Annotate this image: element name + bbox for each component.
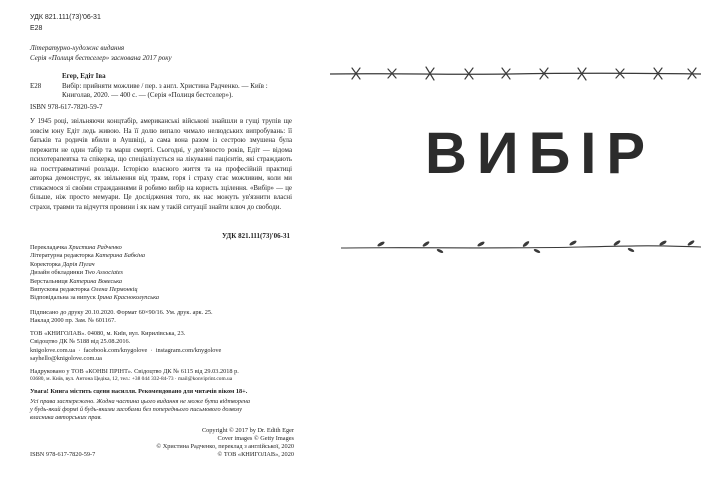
publisher-web-links: knigolove.com.ua · facebook.com/knygolove · instagram.com/knygolove bbox=[30, 347, 222, 354]
credit-row: Коректорка Дарія Пугач bbox=[30, 260, 95, 268]
catalog-author-mark: Е28 bbox=[30, 82, 42, 90]
publisher-address: ТОВ «КНИГОЛАВ». 04080, м. Київ, вул. Кирилівська, 23. bbox=[30, 330, 186, 337]
annotation bbox=[30, 117, 292, 212]
credit-row: Випускова редакторка Олена Пермонкіц bbox=[30, 286, 138, 294]
printer-info-line2: 03680, м. Київ, вул. Антона Цедіка, 12, тел.: +38 044 332-84-73 · mail@konviprint.com.ua bbox=[30, 376, 233, 382]
author-heading: Егер, Едіт Іва bbox=[62, 72, 106, 80]
barbed-wire-top bbox=[330, 62, 701, 86]
book-title: ВИБІР bbox=[425, 121, 656, 186]
author-mark-top: Е28 bbox=[30, 25, 43, 32]
credit-row: Дизайн обкладинки Two Associates bbox=[30, 269, 123, 277]
catalog-entry-line2: Книголав, 2020. — 400 с. — (Серія «Полиця бестселер»). bbox=[62, 91, 234, 99]
credit-row: Відповідальна за випуск Ірина Красноколупська bbox=[30, 294, 160, 302]
credit-row: Верстальниця Катерина Вовеська bbox=[30, 277, 123, 285]
copyright-original: Copyright © 2017 by Dr. Edith Eger bbox=[201, 427, 294, 434]
annotation-text: У 1945 році, звільняючи концтабір, американські військові знайшли в гущі трупів ще зовсім юну Едіт ледь живою. На її долю випало чимало нелюдських випробувань: її батьків та родичів вбили в Аушвіці, а сама вона разом із сестрою змушена була пережити не один табір та марш смерті. Сьогодні, у дев'яносто років, Едіт — відома психотерапевтка та спікерка, що спеціалізується на лікуванні пацієнтів, які страждають на посттравматичні розлади. Історією власного життя та на професійній практиці авторка демонструє, як звільнення від травм, горя і страху стає можливим, коли ми стикаємося зі своїми стражданнями й робимо вибір на користь зцілення. «Вибір» — це більше, ніж просто мемуари. Це дослідження того, як нас можуть ув'язнити власні страхи, травми та відчуття провини і як нам у такій ситуації знайти ключ до свободи. bbox=[30, 118, 292, 211]
rights-notice-line1: Усі права застережено. Жодна частина цього видання не може бути відтворена bbox=[30, 398, 251, 405]
credit-row: Літературна редакторка Катерина Бабкіна bbox=[30, 252, 146, 260]
credit-row: Перекладачка Христина Радченко bbox=[30, 244, 122, 251]
instagram-link[interactable]: instagram.com/knygolove bbox=[155, 347, 222, 354]
rights-notice-line2: у будь-який формі й будь-якими засобами без попереднього письмового дозволу bbox=[30, 406, 243, 413]
credits-list bbox=[30, 244, 159, 303]
vine-branch-bottom bbox=[341, 234, 701, 258]
imprint-page bbox=[0, 0, 350, 499]
email-link[interactable]: sayhello@knigolove.com.ua bbox=[30, 355, 102, 362]
content-warning: Увага! Книга містить сцени насилля. Рекомендовано для читачів віком 18+. bbox=[30, 388, 248, 395]
publisher-certificate: Свідоцтво ДК № 5188 від 25.08.2016. bbox=[30, 338, 131, 345]
copyright-publisher: © ТОВ «КНИГОЛАВ», 2020 bbox=[217, 451, 294, 458]
facebook-link[interactable]: facebook.com/knygolove bbox=[83, 347, 148, 354]
website-link[interactable]: knigolove.com.ua bbox=[30, 347, 76, 354]
printer-info-line1: Надруковано у ТОВ «КОНВІ ПРІНТ». Свідоцтво ДК № 6115 від 29.03.2018 р. bbox=[30, 368, 239, 375]
rights-notice-line3: власника авторських прав. bbox=[30, 414, 102, 421]
isbn-top: ISBN 978-617-7820-59-7 bbox=[30, 103, 103, 111]
print-details-line1: Підписано до друку 20.10.2020. Формат 60×90/16. Ум. друк. арк. 25. bbox=[30, 309, 213, 316]
print-details-line2: Наклад 2000 пр. Зам. № 601167. bbox=[30, 317, 116, 324]
series-genre: Літературно-художнє видання bbox=[30, 44, 125, 52]
copyright-translation: © Христина Радченко, переклад з англійської, 2020 bbox=[156, 443, 294, 450]
udk-code-top: УДК 821.111(73)'06-31 bbox=[30, 14, 101, 21]
series-info: Серія «Полиця бестселер» заснована 2017 року bbox=[30, 54, 172, 62]
isbn-bottom: ISBN 978-617-7820-59-7 bbox=[30, 451, 96, 458]
udk-code-bottom: УДК 821.111(73)'06-31 bbox=[222, 232, 290, 240]
copyright-cover: Cover images © Getty Images bbox=[217, 435, 294, 442]
catalog-entry-line1: Вибір: прийняти можливе / пер. з англ. Христина Радченко. — Київ : bbox=[62, 82, 268, 90]
